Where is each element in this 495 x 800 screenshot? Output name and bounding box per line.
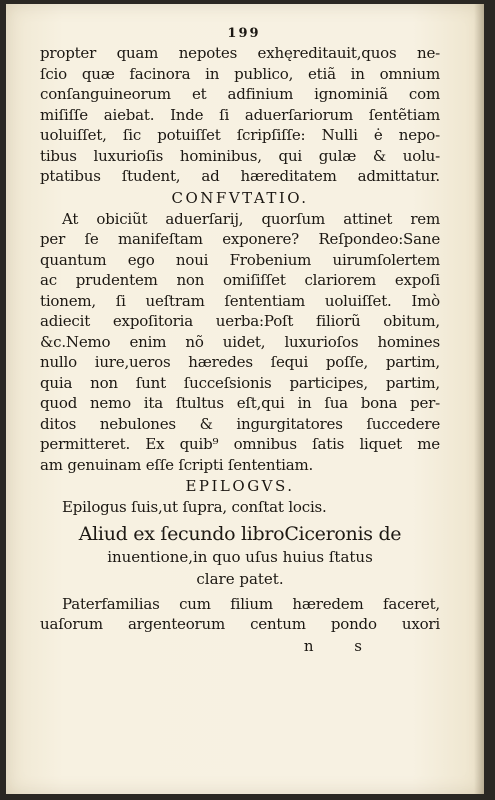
paragraph-confutatio [40, 209, 440, 476]
book-page [6, 4, 484, 794]
text-line: uoluiſſet, ſic potuiſſet ſcripſiſſe: Nulli ė nepo- [40, 126, 440, 144]
section-heading-aliud-line-3: clare patet. [196, 569, 284, 588]
section-heading-aliud: Aliud ex ſecundo libroCiceronis de [78, 522, 402, 545]
text-line: miſiſſe aiebat. Inde ſi aduerſariorum ſentẽtiam [40, 105, 440, 124]
text-line: ac prudentem non omiſiſſet clariorem expoſi [40, 271, 440, 289]
text-line: nullo iure,ueros hæredes ſequi poſſe, partim, [40, 353, 440, 371]
text-line: conſanguineorum et adfinium ignominiã com [40, 85, 440, 103]
text-line: quod nemo ita ſtultus eſt,qui in ſua bona per- [40, 394, 440, 412]
text-line: Paterfamilias cum filium hæredem faceret, [62, 594, 440, 613]
text-line: quantum ego noui Frobenium uirumſolertem [40, 250, 440, 269]
catchword: n s [303, 636, 380, 655]
paragraph-bottom [40, 594, 440, 635]
text-line: propter quam nepotes exhęreditauit,quos ne- [40, 44, 440, 62]
section-heading-aliud-line-2: inuentione,in quo uſus huius ſtatus [107, 547, 373, 566]
text-line: ditos nebulones & ingurgitatores ſuccedere [40, 414, 440, 433]
page-number: 199 [227, 26, 261, 41]
text-line: tibus luxurioſis hominibus, qui gulæ & uolu- [40, 146, 440, 165]
text-line: am genuinam eſſe ſcripti ſententiam. [40, 455, 314, 474]
text-line: per ſe manifeſtam exponere? Reſpondeo:Sane [40, 230, 440, 248]
text-line: ptatibus ſtudent, ad hæreditatem admittatur. [40, 167, 440, 185]
text-line: adiecit expoſitoria uerba:Poſt filiorũ obitum, [40, 312, 440, 330]
text-line: tionem, ſi ueſtram ſententiam uoluiſſet. Imò [40, 291, 440, 310]
text-line: quia non ſunt ſucceſsionis participes, partim, [40, 373, 440, 392]
section-heading-confutatio: CONFVTATIO. [171, 188, 309, 207]
text-line: uaſorum argenteorum centum pondo uxori [40, 615, 440, 633]
text-line: &c.Nemo enim nõ uidet, luxurioſos homines [40, 332, 440, 351]
text-line: ſcio quæ facinora in publico, etiã in omnium [40, 64, 440, 83]
section-heading-epilogus: EPILOGVS. [185, 477, 295, 495]
page-spine-shadow [474, 4, 484, 794]
paragraph-top [40, 43, 440, 187]
text-line: At obiciũt aduerſarij, quorſum attinet rem [62, 209, 440, 228]
text-line-epilogus: Epilogus ſuis,ut ſupra, conſtat locis. [62, 498, 327, 516]
text-block [40, 26, 440, 657]
text-line: permitteret. Ex quib⁹ omnibus ſatis liquet me [40, 435, 440, 453]
